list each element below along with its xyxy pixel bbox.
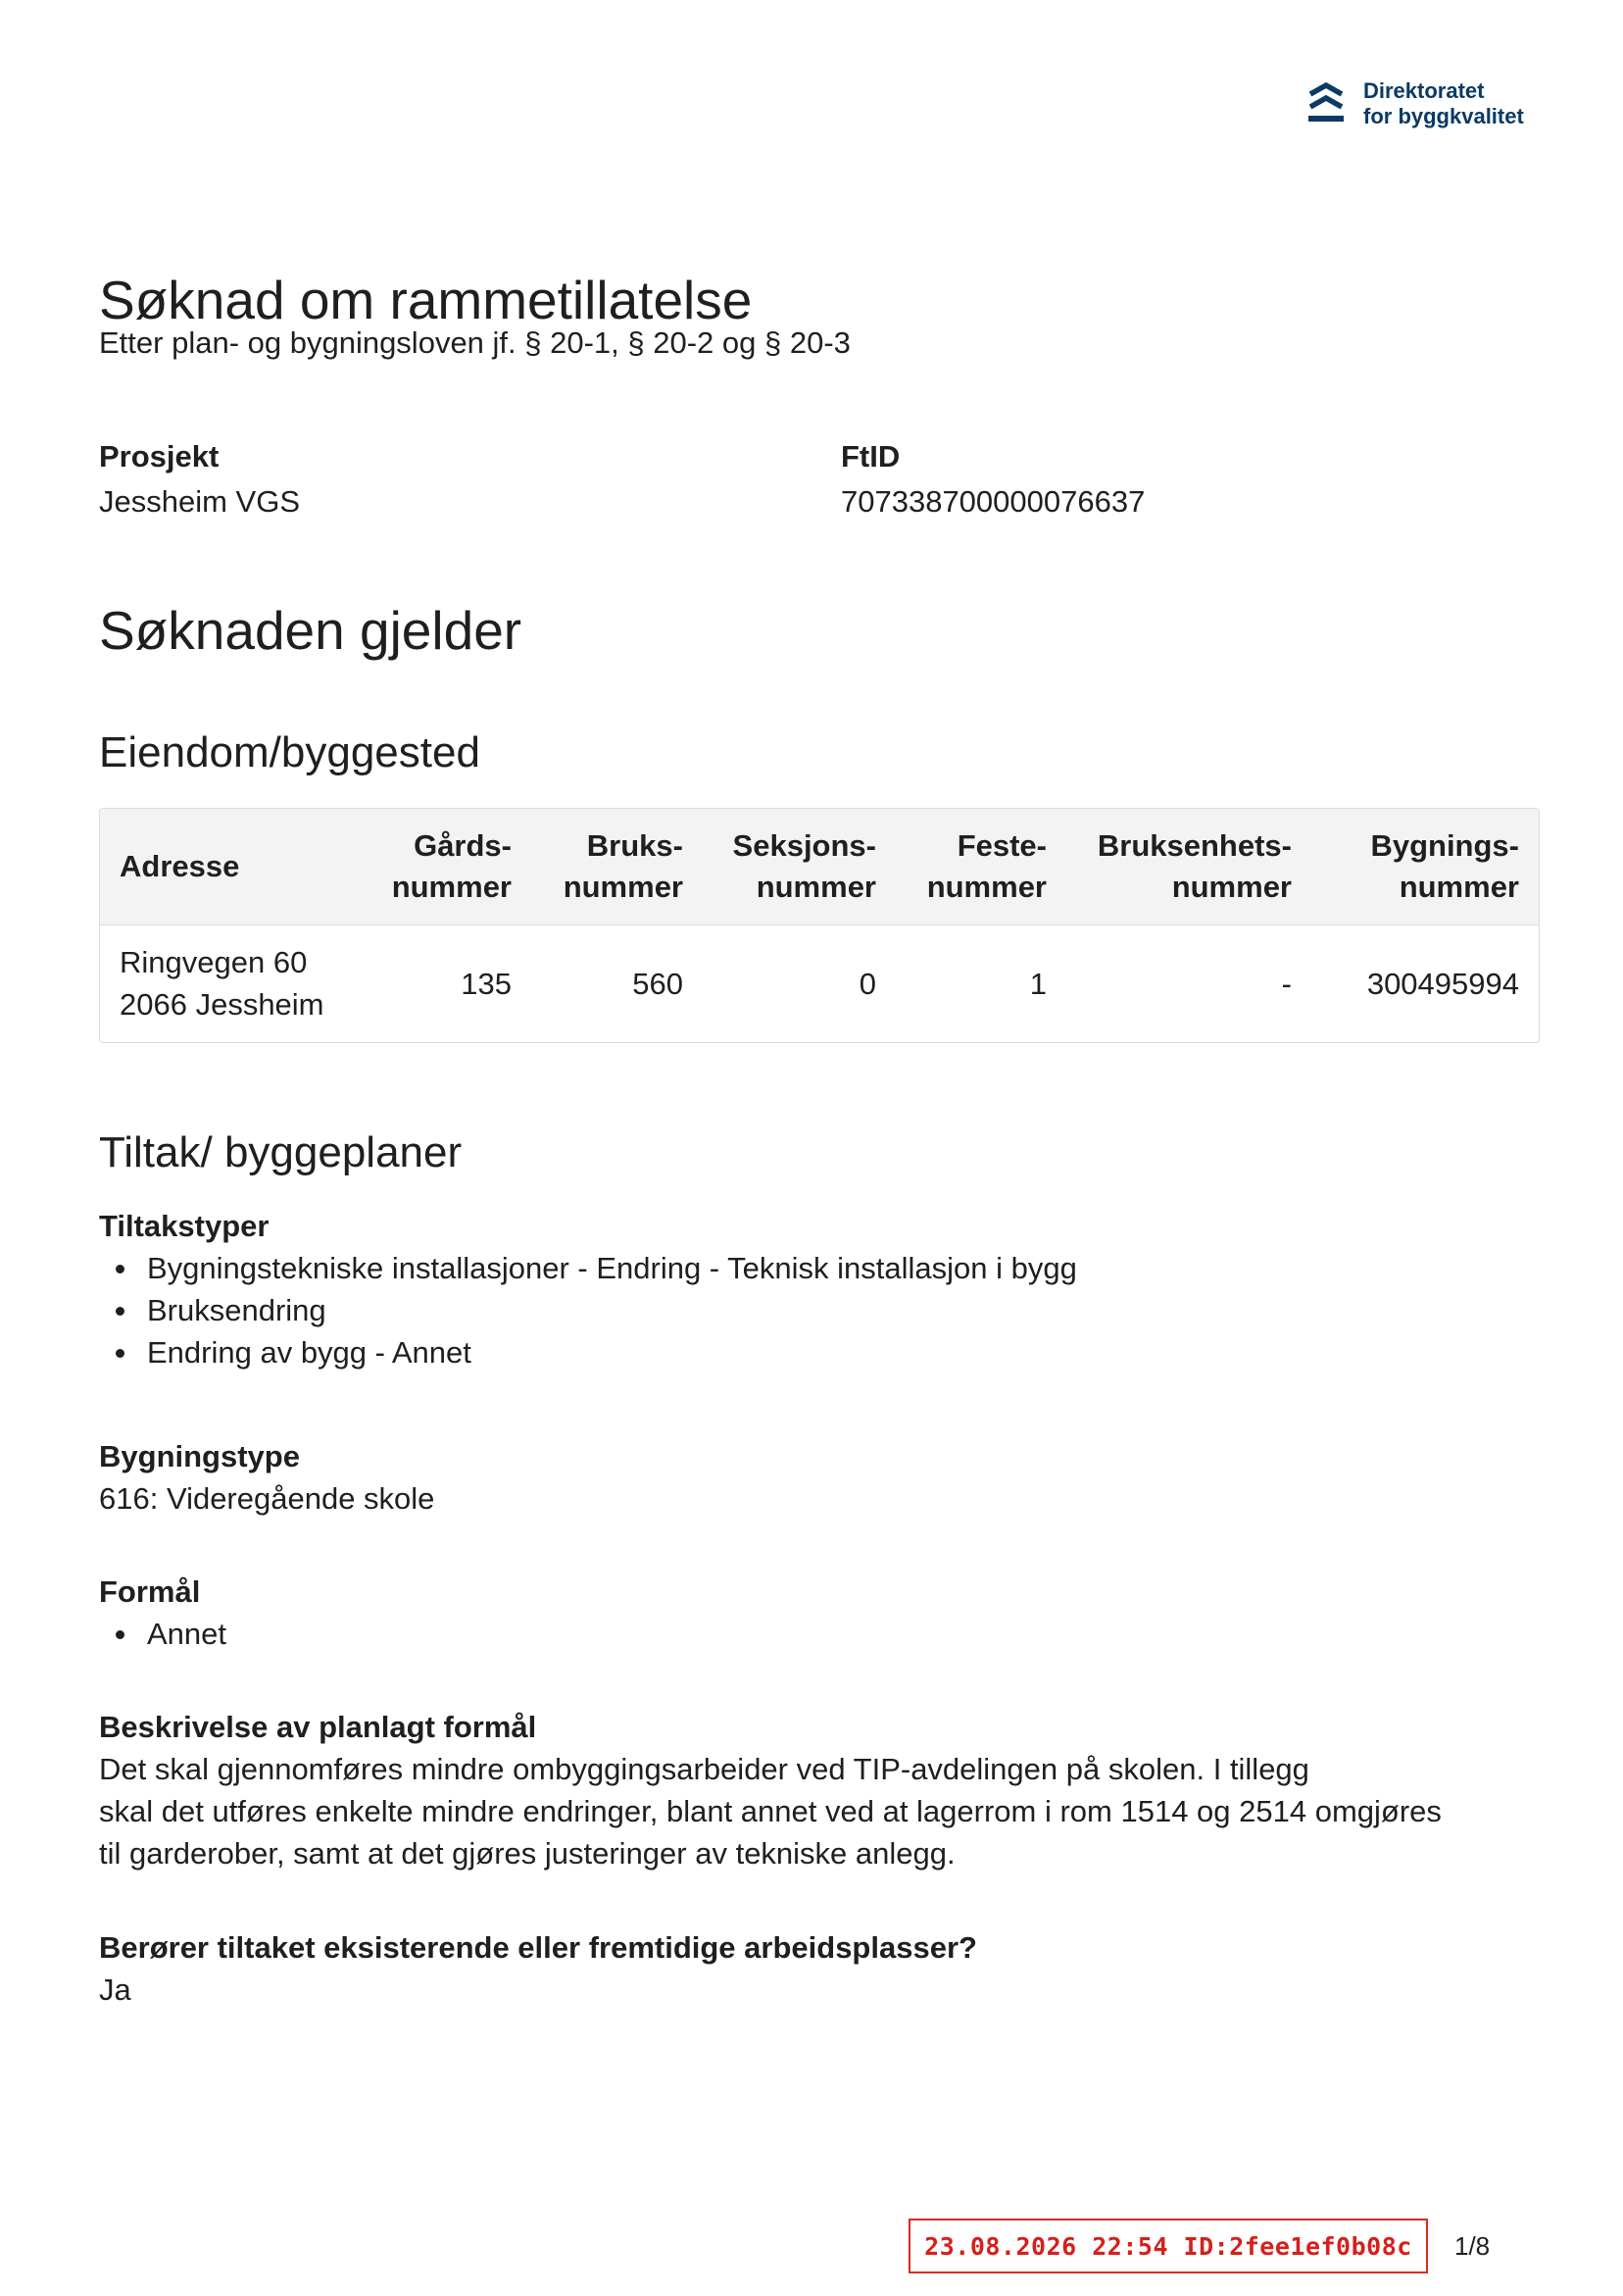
document-page (99, 0, 1540, 2296)
bygningstype-value: 616: Videregående skole (99, 1481, 435, 1516)
column-header-adresse: Adresse (100, 809, 345, 924)
beskrivelse-line-3: til garderober, samt at det gjøres justeringer av tekniske anlegg. (99, 1836, 956, 1871)
section-heading-soknaden-gjelder: Søknaden gjelder (99, 600, 522, 661)
list-item: Annet (99, 1613, 1540, 1655)
bygningstype-label: Bygningstype (99, 1439, 300, 1473)
dibk-logo-icon (1306, 80, 1346, 127)
column-header-gardsnummer: Gårds- nummer (345, 809, 531, 924)
project-block (99, 437, 300, 522)
arbeidsplasser-field (99, 1927, 1540, 2011)
project-label: Prosjekt (99, 439, 220, 474)
cell-festenummer: 1 (1029, 966, 1047, 1001)
tiltakstyper-label: Tiltakstyper (99, 1209, 270, 1243)
list-item: Bruksendring (99, 1289, 1540, 1331)
column-header-bruksnummer: Bruks- nummer (531, 809, 703, 924)
arbeidsplasser-label: Berører tiltaket eksisterende eller fremtidige arbeidsplasser? (99, 1930, 977, 1965)
logo-line-2: for byggkvalitet (1363, 104, 1524, 128)
tiltak-heading: Tiltak/ byggeplaner (99, 1128, 463, 1176)
property-heading: Eiendom/byggested (99, 728, 480, 776)
beskrivelse-line-2: skal det utføres enkelte mindre endringer, blant annet ved at lagerrom i rom 1514 og 2514 omgjøres (99, 1794, 1442, 1828)
logo-line-1: Direktoratet (1363, 78, 1485, 103)
ftid-block (841, 437, 1145, 522)
table-row (100, 924, 1539, 1042)
column-header-bruksenhetsnummer: Bruksenhets- nummer (1066, 809, 1311, 924)
bygningstype-field (99, 1436, 1540, 1520)
dibk-logo (1306, 78, 1524, 129)
tiltakstyper-field (99, 1206, 1540, 1373)
document-title: Søknad om rammetillatelse (99, 270, 753, 330)
beskrivelse-field (99, 1707, 1540, 1874)
property-table (99, 808, 1540, 1043)
cell-bruksenhetsnummer: - (1281, 966, 1292, 1001)
cell-gardsnummer: 135 (461, 966, 512, 1001)
beskrivelse-label: Beskrivelse av planlagt formål (99, 1710, 537, 1744)
ftid-label: FtID (841, 439, 901, 474)
arbeidsplasser-value: Ja (99, 1972, 131, 2007)
table-header-row (100, 809, 1539, 924)
ftid-value: 707338700000076637 (841, 484, 1146, 519)
column-header-bygningsnummer: Bygnings- nummer (1311, 809, 1539, 924)
list-item: Bygningstekniske installasjoner - Endring - Teknisk installasjon i bygg (99, 1247, 1540, 1289)
cell-adresse: Ringvegen 60 2066 Jessheim (120, 945, 324, 1023)
list-item: Endring av bygg - Annet (99, 1331, 1540, 1373)
tiltakstyper-list (99, 1247, 1540, 1373)
formal-list (99, 1613, 1540, 1655)
formal-field (99, 1572, 1540, 1655)
timestamp-id-stamp: 23.08.2026 22:54 ID:2fee1ef0b08c (909, 2219, 1428, 2273)
cell-seksjonsnummer: 0 (859, 966, 876, 1001)
page-number: 1/8 (1454, 2231, 1491, 2261)
formal-label: Formål (99, 1574, 201, 1609)
column-header-seksjonsnummer: Seksjons- nummer (703, 809, 896, 924)
cell-bruksnummer: 560 (632, 966, 683, 1001)
document-subtitle: Etter plan- og bygningsloven jf. § 20-1, § 20-2 og § 20-3 (99, 325, 851, 360)
cell-bygningsnummer: 300495994 (1366, 966, 1519, 1001)
project-value: Jessheim VGS (99, 484, 301, 519)
column-header-festenummer: Feste- nummer (896, 809, 1066, 924)
beskrivelse-line-1: Det skal gjennomføres mindre ombyggingsarbeider ved TIP-avdelingen på skolen. I tillegg (99, 1752, 1309, 1786)
logo-text (1363, 78, 1524, 129)
